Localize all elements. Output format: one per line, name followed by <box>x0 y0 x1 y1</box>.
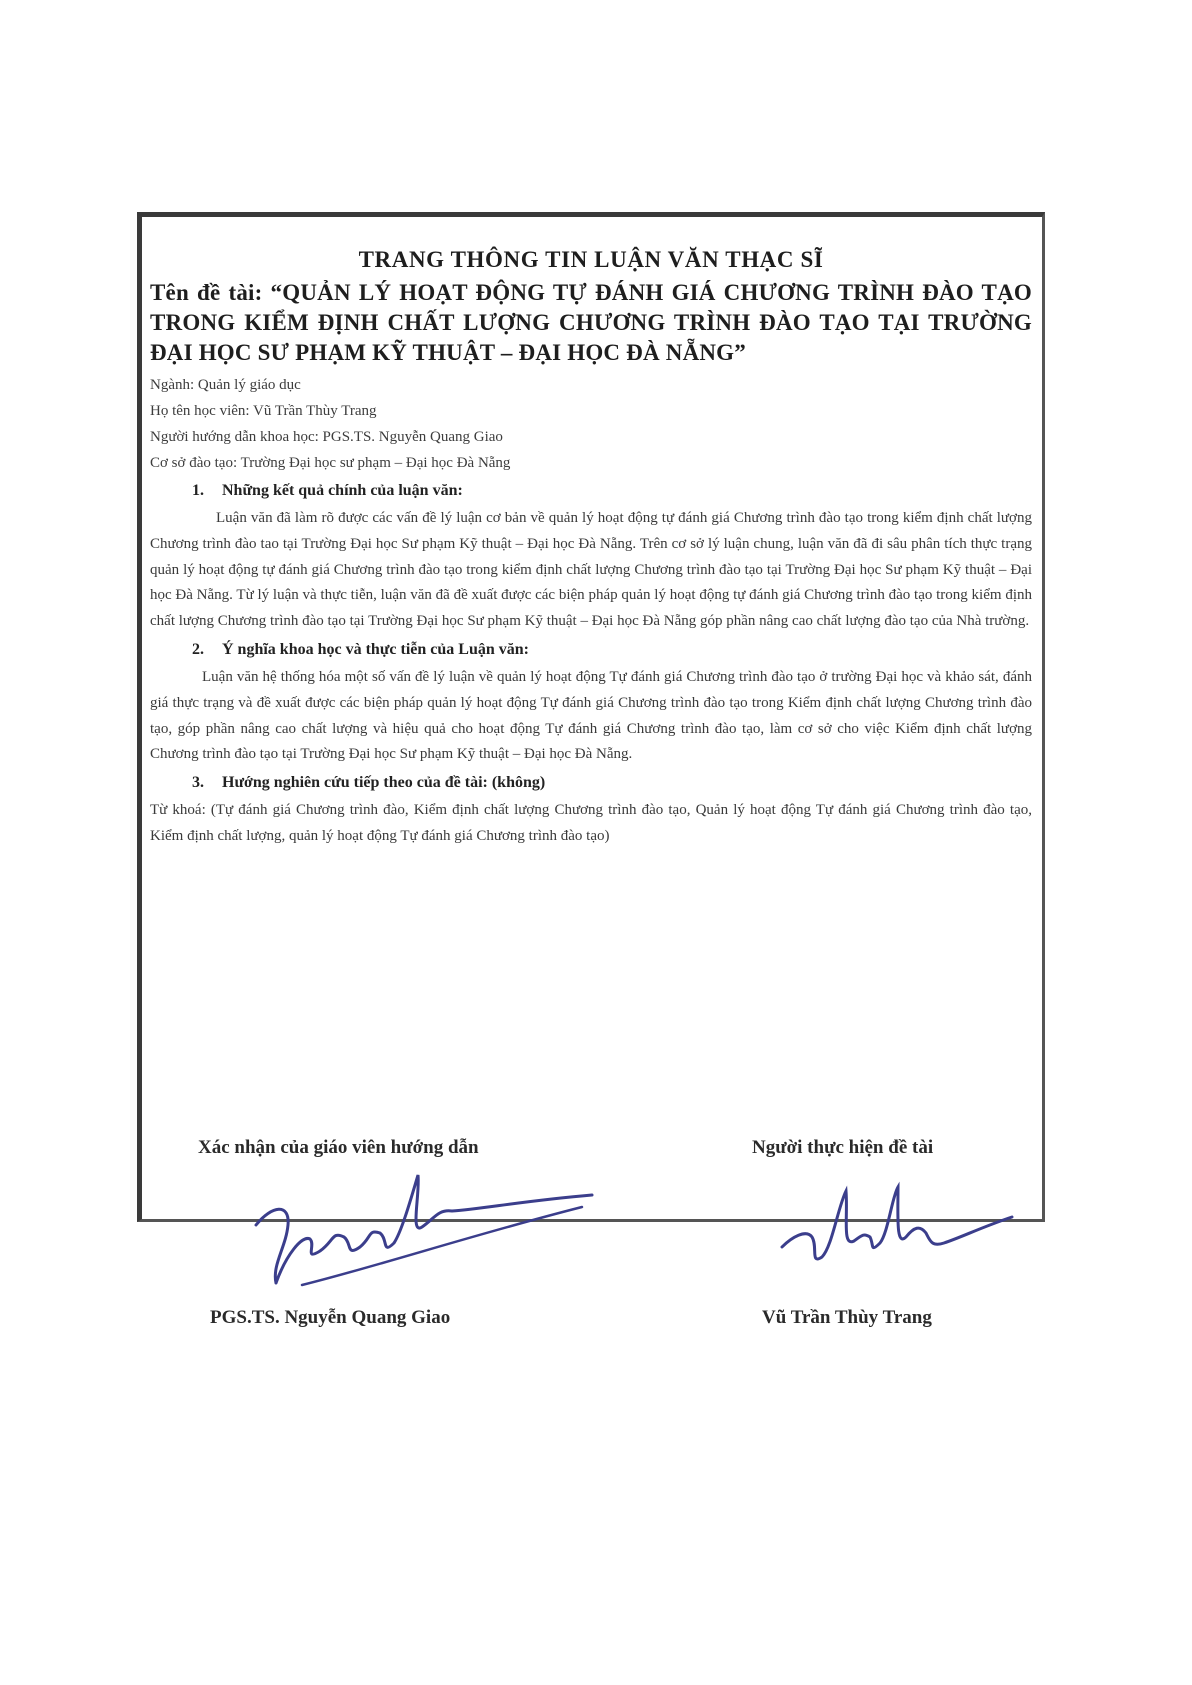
section-body: Luận văn hệ thống hóa một số vấn đề lý luận về quản lý hoạt động Tự đánh giá Chương trình đào tạo ở trường Đại học và khảo sát, đánh giá thực trạng và đề xuất được các biện pháp quản lý hoạt động Tự đánh giá Chương trình đào tạo trong Kiểm định chất lượng Chương trình đào tạo, góp phần nâng cao chất lượng và hiệu quả cho hoạt động Tự đánh giá Chương trình đào tạo, làm cơ sở cho việc Kiểm định chất lượng Chương trình đào tạo tại Trường Đại học Sư phạm Kỹ thuật – Đại học Đà Nẵng. <box>150 668 1032 763</box>
student-line: Họ tên học viên: Vũ Trần Thùy Trang <box>150 403 377 419</box>
section-heading <box>192 476 1032 506</box>
info-page-frame <box>137 212 1045 1328</box>
institution-line: Cơ sở đào tạo: Trường Đại học sư phạm – Đại học Đà Nẵng <box>150 455 511 471</box>
section-3 <box>150 768 1032 850</box>
thesis-title: Tên đề tài: “QUẢN LÝ HOẠT ĐỘNG TỰ ĐÁNH GIÁ CHƯƠNG TRÌNH ĐÀO TẠO TRONG KIỂM ĐỊNH CHẤT LƯỢNG CHƯƠNG TRÌNH ĐÀO TẠO TẠI TRƯỜNG ĐẠI HỌC SƯ PHẠM KỸ THUẬT – ĐẠI HỌC ĐÀ NẴNG” <box>150 280 1032 365</box>
section-title: Ý nghĩa khoa học và thực tiễn của Luận văn: <box>222 640 529 658</box>
section-number: 2. <box>192 640 204 658</box>
section-body: Từ khoá: (Tự đánh giá Chương trình đào, Kiểm định chất lượng Chương trình đào tạo, Quản lý hoạt động Tự đánh giá Chương trình đào tạo, Kiểm định chất lượng, quản lý hoạt động Tự đánh giá Chương trình đào tạo) <box>150 802 1032 844</box>
section-1 <box>150 476 1032 635</box>
section-2 <box>150 635 1032 768</box>
section-number: 1. <box>192 482 204 499</box>
advisor-signature-image <box>242 1165 602 1295</box>
section-title: Những kết quả chính của luận văn: <box>222 482 463 499</box>
author-name: Vũ Trần Thùy Trang <box>762 1307 932 1328</box>
section-heading <box>192 635 1032 665</box>
advisor-line: Người hướng dẫn khoa học: PGS.TS. Nguyễn Quang Giao <box>150 429 503 445</box>
section-title: Hướng nghiên cứu tiếp theo của đề tài: (không) <box>222 774 546 792</box>
section-number: 3. <box>192 774 204 792</box>
meta-block <box>150 372 1032 476</box>
advisor-confirmation-label: Xác nhận của giáo viên hướng dẫn <box>198 1137 479 1158</box>
author-signature-image <box>762 1177 1022 1287</box>
section-body: Luận văn đã làm rõ được các vấn đề lý luận cơ bản về quản lý hoạt động tự đánh giá Chương trình đào tạo trong kiểm định chất lượng Chương trình đào tao tại Trường Đại học Sư phạm Kỹ thuật – Đại học Đà Nẵng. Trên cơ sở lý luận chung, luận văn đã đi sâu phân tích thực trạng quản lý hoạt động tự đánh giá Chương trình đào tạo trong kiểm định chất lượng Chương trình đào tạo tại Trường Đại học Sư phạm Kỹ thuật – Đại học Đà Nẵng. Từ lý luận và thực tiễn, luận văn đã đề xuất được các biện pháp quản lý hoạt động tự đánh giá Chương trình đào tạo trong kiểm định chất lượng Chương trình đào tạo tại Trường Đại học Sư phạm Kỹ thuật – Đại học Đà Nẵng góp phần nâng cao chất lượng đào tạo của Nhà trường. <box>150 510 1032 630</box>
advisor-name: PGS.TS. Nguyễn Quang Giao <box>210 1307 451 1328</box>
page-heading: TRANG THÔNG TIN LUẬN VĂN THẠC SĨ <box>358 247 824 272</box>
section-heading <box>192 768 1032 798</box>
major-line: Ngành: Quản lý giáo dục <box>150 377 301 393</box>
author-label: Người thực hiện đề tài <box>752 1137 934 1158</box>
